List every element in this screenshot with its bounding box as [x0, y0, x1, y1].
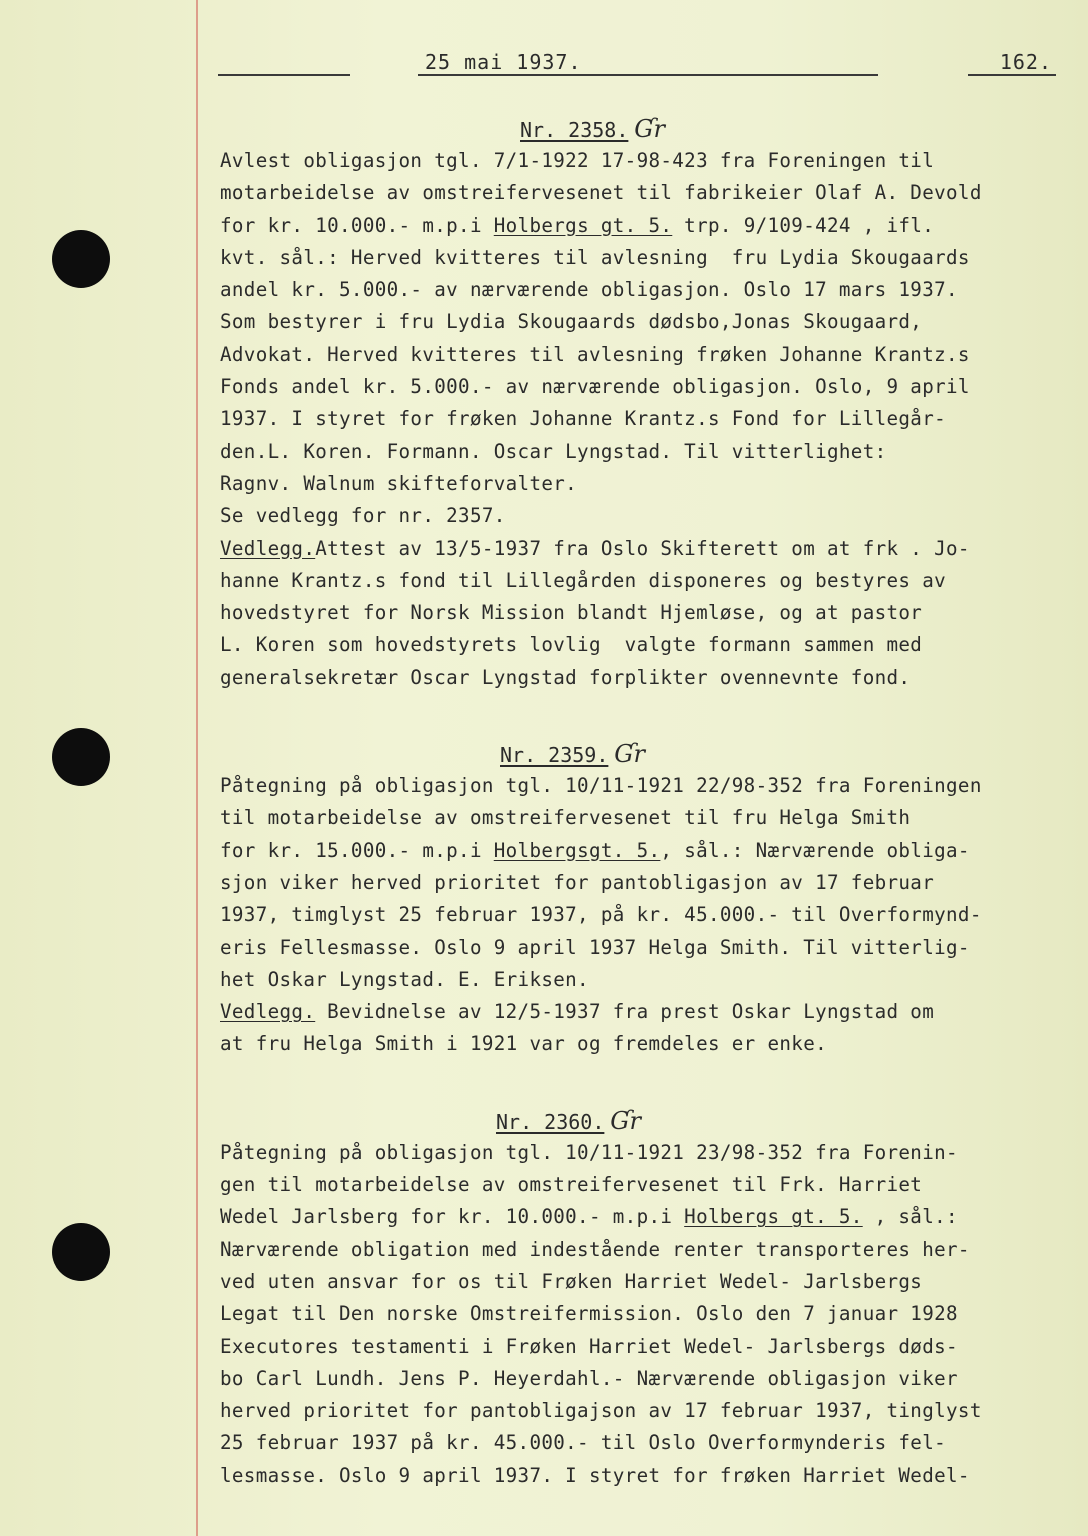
entry-text-line: [220, 597, 1060, 629]
entry-text-line: [220, 1028, 1060, 1060]
entry-text-line: [220, 565, 1060, 597]
entry-text-line: [220, 1234, 1060, 1266]
line-text: bo Carl Lundh. Jens P. Heyerdahl.- Nærværende obligasjon viker: [220, 1366, 958, 1390]
entry-text-line: [220, 1201, 1060, 1233]
initials-mark: Ɠr: [610, 1106, 642, 1135]
page-number: 162.: [999, 50, 1052, 74]
line-text: Fonds andel kr. 5.000.- av nærværende obligasjon. Oslo, 9 april: [220, 375, 970, 399]
entry-number-text: Nr. 2360.: [496, 1109, 605, 1134]
initials-mark: Ɠr: [634, 115, 666, 143]
entry-gap: [220, 1061, 1060, 1105]
line-text: til motarbeidelse av omstreifervesenet til fru Helga Smith: [220, 806, 911, 830]
entry-text-line: [220, 306, 1060, 338]
line-text: herved prioritet for pantobligajson av 17 februar 1937, tinglyst: [220, 1399, 982, 1423]
header-rule: [968, 74, 1056, 76]
line-text: Ragnv. Walnum skifteforvalter.: [220, 471, 578, 495]
header-date: 25 mai 1937.: [425, 50, 582, 74]
header-rule: [218, 74, 350, 76]
entry-text-line: [220, 1331, 1060, 1363]
entry-text-line: [220, 468, 1060, 500]
line-text: Bevidnelse av 12/5-1937 fra prest Oskar Lyngstad om: [315, 1000, 935, 1024]
line-text: for kr. 10.000.- m.p.i: [220, 213, 494, 237]
underlined-text: Holbergs gt. 5.: [493, 213, 673, 237]
entry-text-line: [220, 1266, 1060, 1298]
line-text: Avlest obligasjon tgl. 7/1-1922 17-98-423 fra Foreningen til: [220, 149, 935, 172]
entry-text-line: [220, 339, 1060, 371]
line-text: Se vedlegg for nr. 2357.: [220, 504, 506, 528]
line-text: at fru Helga Smith i 1921 var og fremdeles er enke.: [220, 1032, 827, 1056]
entry-text-line: [220, 802, 1060, 834]
entry-text-line: [220, 964, 1060, 996]
line-text: ved uten ansvar for os til Frøken Harriet Wedel- Jarlsbergs: [220, 1269, 923, 1293]
line-text: Påtegning på obligasjon tgl. 10/11-1921 22/98-352 fra Foreningen: [220, 774, 982, 798]
entry-text-line: [220, 1460, 1060, 1492]
entry-number-text: Nr. 2359.: [500, 743, 609, 768]
line-text: Nærværende obligation med indestående renter transporteres her-: [220, 1237, 970, 1261]
line-text: L. Koren som hovedstyrets lovlig valgte formann sammen med: [220, 633, 923, 657]
entry-text-line: [220, 996, 1060, 1028]
entry-number-text: Nr. 2358.: [520, 118, 629, 142]
line-text: 1937. I styret for frøken Johanne Krantz.s Fond for Lillegår-: [220, 407, 947, 431]
underlined-text: Vedlegg.: [220, 536, 316, 560]
line-text: eris Fellesmasse. Oslo 9 april 1937 Helga Smith. Til vitterlig-: [220, 935, 970, 959]
line-text: het Oskar Lyngstad. E. Eriksen.: [220, 967, 589, 991]
header-rule: [418, 74, 878, 76]
line-text: Som bestyrer i fru Lydia Skougaards dødsbo,Jonas Skougaard,: [220, 310, 923, 334]
line-text: andel kr. 5.000.- av nærværende obligasjon. Oslo 17 mars 1937.: [220, 278, 958, 302]
entry-text-line: [220, 436, 1060, 468]
initials-mark: Ɠr: [614, 740, 646, 769]
entry-text-line: [220, 1169, 1060, 1201]
line-text: den.L. Koren. Formann. Oscar Lyngstad. Til vitterlighet:: [220, 439, 887, 463]
underlined-text: Holbergsgt. 5.: [493, 838, 661, 862]
line-text: sjon viker herved prioritet for pantobligasjon av 17 februar: [220, 870, 935, 894]
entry-text-line: [220, 1395, 1060, 1427]
line-text: hanne Krantz.s fond til Lillegården disponeres og bestyres av: [220, 568, 947, 592]
line-text: Wedel Jarlsberg for kr. 10.000.- m.p.i: [220, 1205, 685, 1229]
entry-number: [220, 113, 1060, 145]
line-text: hovedstyret for Norsk Mission blandt Hjemløse, og at pastor: [220, 601, 923, 625]
entry-text-line: [220, 867, 1060, 899]
entry-text-line: [220, 1137, 1060, 1169]
entry-text-line: [220, 500, 1060, 532]
line-text: 25 februar 1937 på kr. 45.000.- til Oslo Overformynderis fel-: [220, 1431, 947, 1455]
entry-text-line: [220, 1298, 1060, 1330]
entry-gap: [220, 694, 1060, 738]
entry-text-line: [220, 242, 1060, 274]
line-text: kvt. sål.: Herved kvitteres til avlesning fru Lydia Skougaards: [220, 245, 970, 269]
line-text: Advokat. Herved kvitteres til avlesning frøken Johanne Krantz.s: [220, 342, 970, 366]
line-text: motarbeidelse av omstreifervesenet til fabrikeier Olaf A. Devold: [220, 181, 982, 205]
entry-text-line: [220, 1427, 1060, 1459]
entry-text-line: [220, 932, 1060, 964]
entry-number: [220, 1105, 1060, 1137]
entry-text-line: [220, 403, 1060, 435]
line-text: Attest av 13/5-1937 fra Oslo Skifterett om at frk . Jo-: [315, 536, 970, 560]
entry-text-line: [220, 210, 1060, 242]
ledger-body: [220, 113, 1060, 1492]
entry-text-line: [220, 145, 1060, 177]
binder-hole: [52, 728, 110, 786]
binder-hole: [52, 230, 110, 288]
line-text: generalsekretær Oscar Lyngstad forplikter ovennevnte fond.: [220, 665, 911, 689]
entry-text-line: [220, 371, 1060, 403]
line-text: lesmasse. Oslo 9 april 1937. I styret for frøken Harriet Wedel-: [220, 1463, 970, 1487]
entry-text-line: [220, 899, 1060, 931]
line-text: , sål.:: [862, 1205, 958, 1229]
line-text: gen til motarbeidelse av omstreifervesenet til Frk. Harriet: [220, 1173, 923, 1197]
line-text: Legat til Den norske Omstreifermission. Oslo den 7 januar 1928: [220, 1302, 958, 1326]
line-text: trp. 9/109-424 , ifl.: [672, 213, 935, 237]
line-text: Påtegning på obligasjon tgl. 10/11-1921 23/98-352 fra Forenin-: [220, 1140, 958, 1164]
page-header: [218, 50, 1058, 86]
entry-text-line: [220, 274, 1060, 306]
entry-text-line: [220, 1363, 1060, 1395]
entry-text-line: [220, 662, 1060, 694]
line-text: 1937, timglyst 25 februar 1937, på kr. 45.000.- til Overformynd-: [220, 903, 982, 927]
entry-text-line: [220, 629, 1060, 661]
entry-text-line: [220, 835, 1060, 867]
underlined-text: Vedlegg.: [220, 1000, 316, 1024]
entry-text-line: [220, 533, 1060, 565]
line-text: Executores testamenti i Frøken Harriet Wedel- Jarlsbergs døds-: [220, 1334, 958, 1358]
entry-number: [220, 738, 1060, 770]
line-text: , sål.: Nærværende obliga-: [660, 838, 970, 862]
underlined-text: Holbergs gt. 5.: [684, 1205, 863, 1229]
line-text: for kr. 15.000.- m.p.i: [220, 838, 494, 862]
margin-rule: [196, 0, 198, 1536]
binder-hole: [52, 1223, 110, 1281]
entry-text-line: [220, 177, 1060, 209]
entry-text-line: [220, 770, 1060, 802]
